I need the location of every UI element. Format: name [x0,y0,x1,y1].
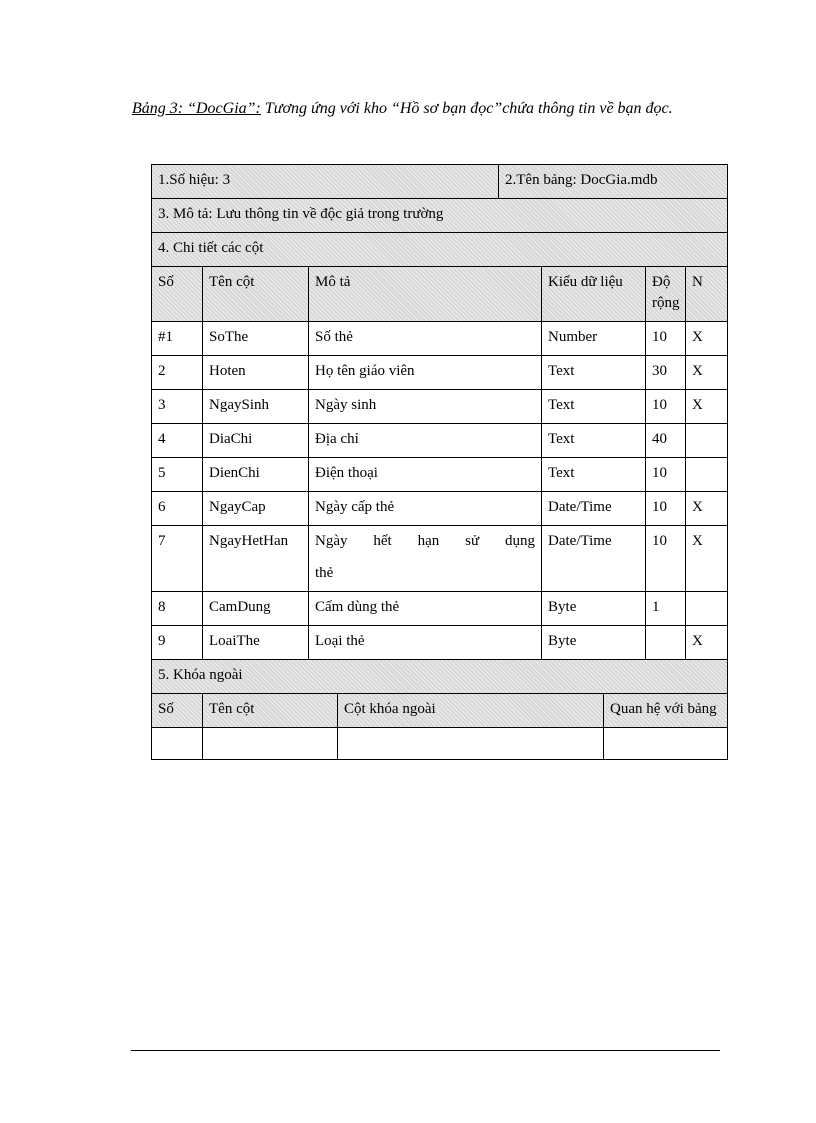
mo-ta-cell: 3. Mô tả: Lưu thông tin về độc giả trong trường [152,199,728,233]
cell-so: 5 [152,458,203,492]
cell-n: X [686,626,728,660]
cell-ten-cot: NgayHetHan [203,526,309,592]
cell-mo-ta: Địa chỉ [309,424,542,458]
cell-so: #1 [152,322,203,356]
cell-n [686,592,728,626]
cell-mo-ta: Ngày sinh [309,390,542,424]
fk-cell-quan-he [604,728,728,760]
table-row [152,492,728,526]
header-mo-ta: Mô tả [309,267,542,322]
cell-kieu: Text [542,424,646,458]
table-caption [132,100,732,118]
chi-tiet-cell: 4. Chi tiết các cột [152,233,728,267]
cell-so: 4 [152,424,203,458]
cell-ten-cot: SoThe [203,322,309,356]
fk-header-ten-cot: Tên cột [203,694,338,728]
cell-do-rong: 10 [646,390,686,424]
cell-do-rong: 10 [646,458,686,492]
cell-n: X [686,492,728,526]
cell-kieu: Date/Time [542,492,646,526]
fk-empty-row [152,728,728,760]
cell-mo-ta: Số thẻ [309,322,542,356]
cell-so: 9 [152,626,203,660]
fk-header-cot-khoa-ngoai: Cột khóa ngoài [338,694,604,728]
cell-ten-cot: LoaiThe [203,626,309,660]
cell-so: 3 [152,390,203,424]
cell-mo-ta: Điện thoại [309,458,542,492]
caption-label: Bảng 3: “DocGia”: [132,100,261,117]
cell-ten-cot: NgayCap [203,492,309,526]
cell-n: X [686,322,728,356]
cell-mo-ta: Ngày cấp thẻ [309,492,542,526]
cell-kieu: Byte [542,592,646,626]
cell-ten-cot: NgaySinh [203,390,309,424]
cell-so: 6 [152,492,203,526]
cell-ten-cot: CamDung [203,592,309,626]
cell-ten-cot: DienChi [203,458,309,492]
fk-cell-cot-khoa-ngoai [338,728,604,760]
cell-kieu: Byte [542,626,646,660]
cell-kieu: Text [542,458,646,492]
table-row [152,322,728,356]
cell-kieu: Date/Time [542,526,646,592]
cell-n: X [686,356,728,390]
cell-mo-ta [309,526,542,592]
table-row [152,356,728,390]
ten-bang-cell: 2.Tên bảng: DocGia.mdb [499,165,728,199]
table-row [152,390,728,424]
header-n: N [686,267,728,322]
table-row [152,458,728,492]
cell-kieu: Number [542,322,646,356]
cell-n: X [686,390,728,424]
table-row [152,626,728,660]
khoa-ngoai-row [152,660,728,694]
fk-header-so: Số [152,694,203,728]
fk-cell-ten-cot [203,728,338,760]
cell-so: 7 [152,526,203,592]
header-so: Số [152,267,203,322]
spec-header-row [152,165,728,199]
cell-do-rong: 10 [646,322,686,356]
cell-do-rong: 30 [646,356,686,390]
header-ten-cot: Tên cột [203,267,309,322]
table-row [152,424,728,458]
cell-kieu: Text [542,356,646,390]
cell-do-rong: 1 [646,592,686,626]
chi-tiet-row [152,233,728,267]
header-kieu-du-lieu: Kiểu dữ liệu [542,267,646,322]
cell-mo-ta: Cấm dùng thẻ [309,592,542,626]
cell-ten-cot: Hoten [203,356,309,390]
mo-ta-line-2: thẻ [315,565,334,581]
fk-header-row [152,694,728,728]
cell-ten-cot: DiaChi [203,424,309,458]
so-hieu-cell: 1.Số hiệu: 3 [152,165,499,199]
mo-ta-row [152,199,728,233]
cell-mo-ta: Loại thẻ [309,626,542,660]
cell-n: X [686,526,728,592]
cell-do-rong: 10 [646,526,686,592]
cell-do-rong: 10 [646,492,686,526]
table-row [152,592,728,626]
mo-ta-line-1: Ngày hết hạn sử dụng [315,533,536,549]
khoa-ngoai-cell: 5. Khóa ngoài [152,660,728,694]
cell-do-rong [646,626,686,660]
column-header-row [152,267,728,322]
cell-mo-ta: Họ tên giáo viên [309,356,542,390]
cell-n [686,458,728,492]
cell-so: 8 [152,592,203,626]
table-row [152,526,728,592]
fk-cell-so [152,728,203,760]
cell-do-rong: 40 [646,424,686,458]
caption-text: Tương ứng với kho “Hồ sơ bạn đọc”chứa thông tin về bạn đọc. [260,100,673,117]
fk-header-quan-he: Quan hệ với bảng [604,694,728,728]
cell-so: 2 [152,356,203,390]
footer-rule [131,1050,720,1051]
docgia-spec-table [151,164,728,760]
cell-kieu: Text [542,390,646,424]
cell-n [686,424,728,458]
header-do-rong: Độ rộng [646,267,686,322]
